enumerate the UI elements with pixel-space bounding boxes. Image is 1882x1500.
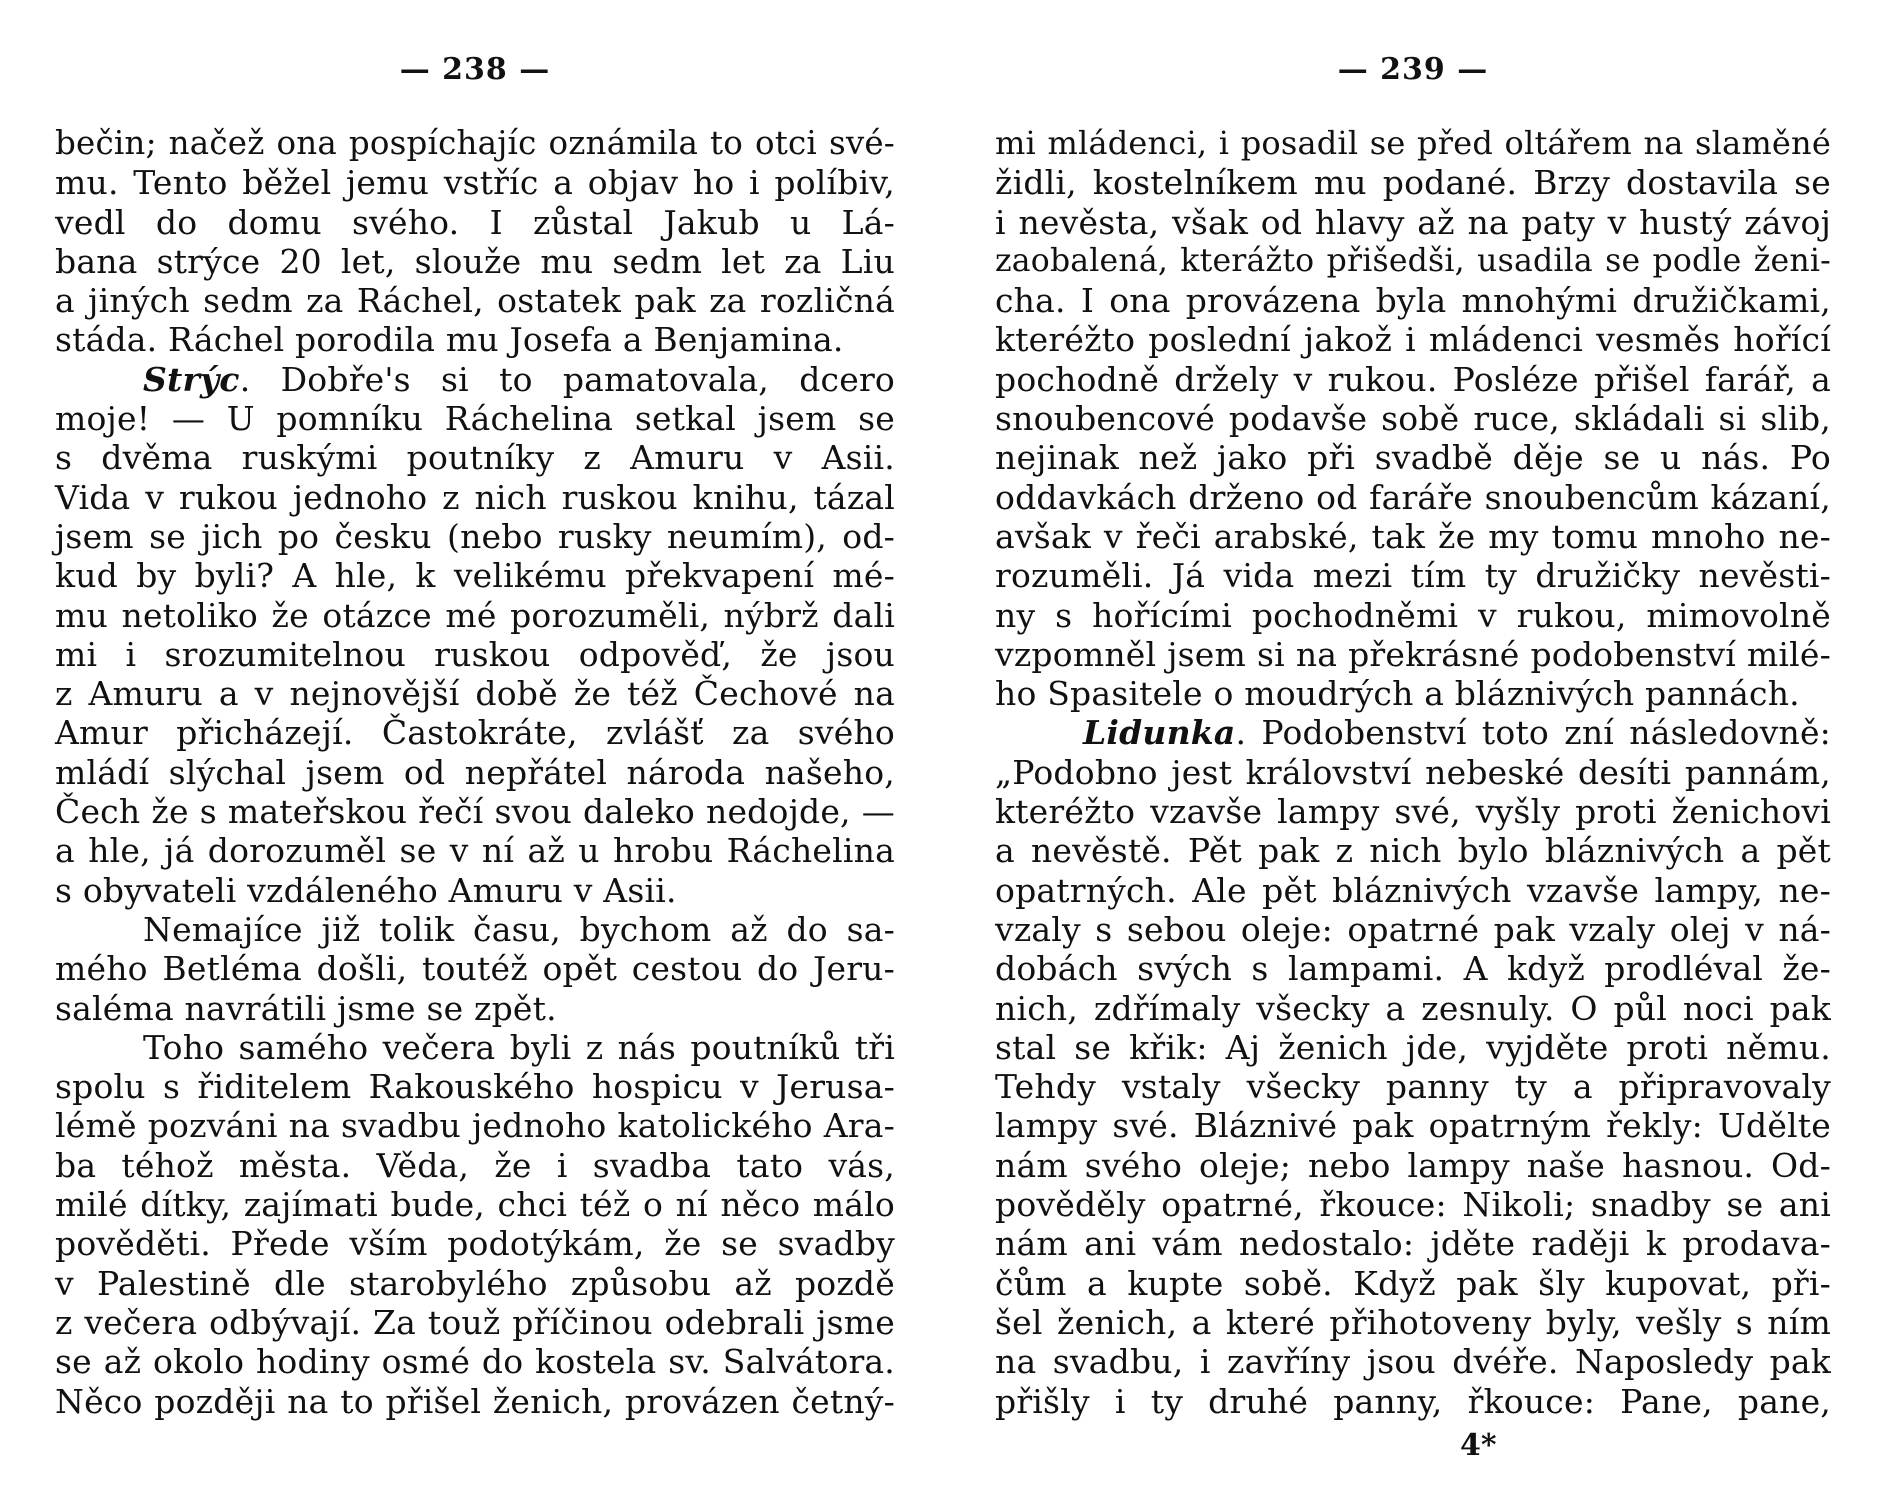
text-line: s dvěma ruskými poutníky z Amuru v Asii. xyxy=(55,438,895,478)
page-number: — 238 — xyxy=(399,52,551,87)
text-line: stáda. Ráchel porodila mu Josefa a Benjamina. xyxy=(55,320,844,360)
text-line: Nemajíce již tolik času, bychom až do sa- xyxy=(143,909,895,949)
left-page xyxy=(55,0,895,1500)
text-line: pověděti. Přede vším podotýkám, že se svadby xyxy=(55,1224,895,1264)
text-line: v Palestině dle starobylého způsobu až pozdě xyxy=(55,1263,895,1303)
text-line: nich, zdřímaly všecky a zesnuly. O půl noci pak xyxy=(995,988,1831,1028)
signature-mark: 4* xyxy=(1460,1428,1497,1463)
text-line: židli, kostelníkem mu podané. Brzy dostavila se xyxy=(995,163,1831,203)
text-line: zaobalená, kterážto přišedši, usadila se podle ženi- xyxy=(995,242,1831,279)
text-line: nám ani vám nedostalo: jděte raději k prodava- xyxy=(995,1224,1831,1264)
text-line: z Amuru a v nejnovější době že též Čechové na xyxy=(55,674,895,714)
text-column xyxy=(55,124,895,1421)
text-line: oddavkách drženo od faráře snoubencům kázaní, xyxy=(995,477,1831,517)
text-line: spolu s řiditelem Rakouského hospicu v Jerusa- xyxy=(55,1067,895,1107)
speaker-line xyxy=(55,360,895,399)
text-line: nám svého oleje; nebo lampy naše hasnou. Od- xyxy=(995,1145,1831,1185)
text-line: a jiných sedm za Ráchel, ostatek pak za rozličná xyxy=(55,281,895,321)
text-line: Vida v rukou jednoho z nich ruskou knihu, tázal xyxy=(55,477,895,517)
text-line: lampy své. Bláznivé pak opatrným řekly: Udělte xyxy=(995,1106,1831,1146)
text-line: ba téhož města. Věda, že i svadba tato vás, xyxy=(55,1145,895,1185)
text-line: pochodně držely v rukou. Posléze přišel farář, a xyxy=(995,359,1831,399)
text-line: bana strýce 20 let, slouže mu sedm let za Liu xyxy=(55,241,895,281)
text-line: mu. Tento běžel jemu vstříc a objav ho i políbiv, xyxy=(55,163,895,203)
text-line: Toho samého večera byli z nás poutníků tři xyxy=(143,1027,895,1067)
text-column xyxy=(995,124,1831,1421)
text-line: a hle, já dorozuměl se v ní až u hrobu Ráchelina xyxy=(55,831,895,871)
text-line: Tehdy vstaly všecky panny ty a připravovaly xyxy=(995,1067,1831,1107)
text-line: snoubencové podavše sobě ruce, skládali si slib, xyxy=(995,399,1831,439)
text-line: s obyvateli vzdáleného Amuru v Asii. xyxy=(55,870,677,910)
text-line: Něco později na to přišel ženich, provázen četný- xyxy=(55,1381,895,1421)
right-page xyxy=(995,0,1831,1500)
text-line: vedl do domu svého. I zůstal Jakub u Lá- xyxy=(55,202,895,242)
text-line: z večera odbývají. Za touž příčinou odebrali jsme xyxy=(55,1302,895,1342)
text-line: avšak v řeči arabské, tak že my tomu mnoho ne- xyxy=(995,516,1831,556)
speaker-name: Strýc xyxy=(143,359,240,399)
text-line: se až okolo hodiny osmé do kostela sv. Salvátora. xyxy=(55,1342,895,1382)
text-line: kteréžto poslední jakož i mládenci vesměs hořící xyxy=(995,320,1831,360)
text-line: stal se křik: Aj ženich jde, vyjděte proti němu. xyxy=(995,1027,1831,1067)
text-line: moje! — U pomníku Ráchelina setkal jsem se xyxy=(55,399,895,439)
text-line: mi i srozumitelnou ruskou odpověď, že jsou xyxy=(55,634,895,674)
speaker-line xyxy=(995,713,1831,752)
text-line: dobách svých s lampami. A když prodléval že- xyxy=(995,949,1831,989)
text-line: Amur přicházejí. Častokráte, zvlášť za svého xyxy=(55,713,895,753)
text-line: vzpomněl jsem si na překrásné podobenství milé- xyxy=(995,634,1831,674)
text-line: mého Betléma došli, toutéž opět cestou do Jeru- xyxy=(55,949,895,989)
text-line: rozuměli. Já vida mezi tím ty družičky nevěsti- xyxy=(995,556,1831,596)
text-line: přišly i ty druhé panny, řkouce: Pane, pane, xyxy=(995,1381,1831,1421)
speaker-line-text: . Podobenství toto zní následovně: xyxy=(1235,713,1831,753)
text-line: mu netoliko že otázce mé porozuměli, nýbrž dali xyxy=(55,595,895,635)
text-line: pověděly opatrné, řkouce: Nikoli; snadby se ani xyxy=(995,1185,1831,1225)
text-line: cha. I ona provázena byla mnohými družičkami, xyxy=(995,281,1831,321)
text-line: „Podobno jest království nebeské desíti pannám, xyxy=(995,752,1831,792)
text-line: ho Spasitele o moudrých a bláznivých pannách. xyxy=(995,674,1800,714)
text-line: ny s hořícími pochodněmi v rukou, mimovolně xyxy=(995,595,1831,635)
text-line: mi mládenci, i posadil se před oltářem na slaměné xyxy=(995,124,1831,162)
speaker-name: Lidunka xyxy=(1083,713,1236,753)
text-line: lémě pozváni na svadbu jednoho katolického Ara- xyxy=(55,1106,895,1146)
speaker-line-text: . Dobře's si to pamatovala, dcero xyxy=(239,359,895,399)
text-line: kteréžto vzavše lampy své, vyšly proti ženichovi xyxy=(995,792,1831,832)
text-line: šel ženich, a které přihotoveny byly, vešly s ním xyxy=(995,1302,1831,1342)
text-line: milé dítky, zajímati bude, chci též o ní něco málo xyxy=(55,1185,895,1225)
text-line: mládí slýchal jsem od nepřátel národa našeho, xyxy=(55,752,895,792)
text-line: opatrných. Ale pět bláznivých vzavše lampy, ne- xyxy=(995,870,1831,910)
text-line: saléma navrátili jsme se zpět. xyxy=(55,988,557,1028)
text-line: čům a kupte sobě. Když pak šly kupovat, při- xyxy=(995,1263,1831,1303)
text-line: i nevěsta, však od hlavy až na paty v hustý závoj xyxy=(995,202,1831,242)
text-line: Čech že s mateřskou řečí svou daleko nedojde, — xyxy=(55,792,895,832)
text-line: a nevěstě. Pět pak z nich bylo bláznivých a pět xyxy=(995,831,1831,871)
text-line: na svadbu, i zavříny jsou dvéře. Naposledy pak xyxy=(995,1342,1831,1382)
text-line: kud by byli? A hle, k velikému překvapení mé- xyxy=(55,556,895,596)
page-number: — 239 — xyxy=(1337,52,1489,87)
text-line: nejinak než jako při svadbě děje se u nás. Po xyxy=(995,438,1831,478)
text-line: bečin; načež ona pospíchajíc oznámila to otci své- xyxy=(55,124,895,162)
text-line: vzaly s sebou oleje: opatrné pak vzaly olej v ná- xyxy=(995,909,1831,949)
text-line: jsem se jich po česku (nebo rusky neumím), od- xyxy=(55,516,895,556)
